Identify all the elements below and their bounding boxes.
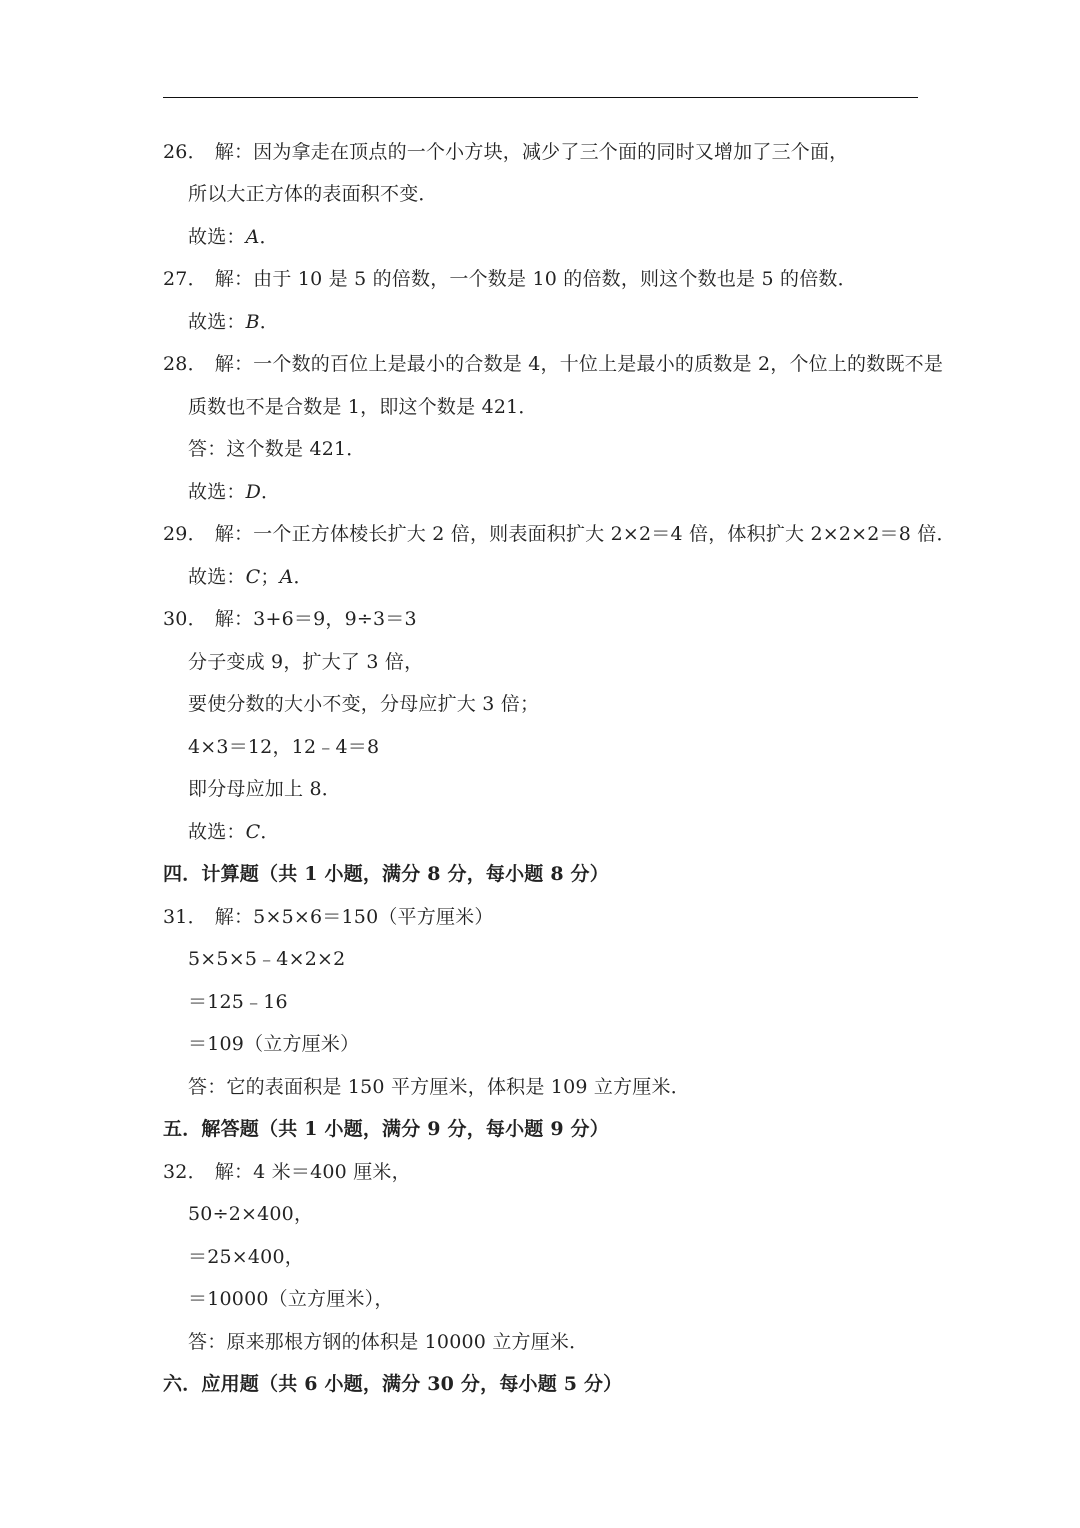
- answer-30-line-4: [188, 735, 379, 759]
- section-heading-5: [163, 1117, 609, 1141]
- punctuation: ．: [259, 226, 279, 248]
- answer-26-choice: [188, 225, 279, 249]
- answer-text: 解：因为拿走在顶点的一个小方块，减少了三个面的同时又增加了三个面，: [214, 141, 849, 163]
- answer-30-line-3: [188, 692, 539, 716]
- answer-28-line-3: [188, 437, 366, 461]
- question-number: 26．: [163, 141, 207, 163]
- header-rule: [163, 97, 918, 98]
- answer-text: 解：4 米＝400 厘米，: [214, 1161, 411, 1183]
- punctuation: ．: [261, 481, 281, 503]
- section-heading-6: [163, 1372, 622, 1396]
- answer-32-line-3: [188, 1245, 304, 1269]
- answer-30-choice: [188, 820, 280, 844]
- answer-text: 解：一个正方体棱长扩大 2 倍，则表面积扩大 2×2＝4 倍，体积扩大 2×2×2＝8 倍．: [214, 523, 956, 545]
- question-number: 28．: [163, 353, 207, 375]
- answer-30-line-2: [188, 650, 423, 674]
- answer-28-line-2: [188, 395, 538, 419]
- answer-30: [163, 607, 417, 631]
- answer-28: [163, 352, 943, 376]
- section-title: 五．解答题（共 1 小题，满分 9 分，每小题 9 分）: [163, 1118, 609, 1140]
- answer-text: 答：它的表面积是 150 平方厘米，体积是 109 立方厘米．: [188, 1076, 690, 1098]
- choice-letter: C: [245, 821, 261, 843]
- choice-letter: A: [279, 566, 294, 588]
- answer-text: 答：这个数是 421．: [188, 438, 366, 460]
- punctuation: ．: [260, 821, 280, 843]
- answer-text: ＝10000（立方厘米），: [188, 1288, 394, 1310]
- answer-text: 分子变成 9，扩大了 3 倍，: [188, 651, 424, 673]
- answer-text: 即分母应加上 8．: [188, 778, 341, 800]
- choice-letter: A: [245, 226, 260, 248]
- answer-29: [163, 522, 956, 546]
- choice-label: 故选：: [188, 566, 246, 588]
- answer-text: 解：5×5×6＝150（平方厘米）: [214, 906, 494, 928]
- choice-letter: C: [245, 566, 261, 588]
- answer-text: 所以大正方体的表面积不变．: [188, 183, 438, 205]
- section-heading-4: [163, 862, 609, 886]
- question-number: 31．: [163, 906, 207, 928]
- punctuation: ；: [260, 566, 280, 588]
- question-number: 29．: [163, 523, 207, 545]
- answer-32-line-4: [188, 1287, 394, 1311]
- choice-letter: B: [245, 311, 260, 333]
- answer-31-line-4: [188, 1032, 359, 1056]
- question-number: 27．: [163, 268, 207, 290]
- answer-26-line-2: [188, 182, 438, 206]
- answer-26: [163, 140, 848, 164]
- choice-letter: D: [245, 481, 262, 503]
- section-title: 四．计算题（共 1 小题，满分 8 分，每小题 8 分）: [163, 863, 609, 885]
- answer-31-line-2: [188, 947, 345, 971]
- answer-27-choice: [188, 310, 279, 334]
- choice-label: 故选：: [188, 481, 246, 503]
- answer-text: 答：原来那根方钢的体积是 10000 立方厘米．: [188, 1331, 589, 1353]
- choice-label: 故选：: [188, 821, 246, 843]
- answer-text: 解：3+6＝9，9÷3＝3: [214, 608, 417, 630]
- answer-text: ＝125﹣16: [188, 991, 288, 1013]
- choice-label: 故选：: [188, 226, 246, 248]
- answer-31: [163, 905, 494, 929]
- answer-text: 4×3＝12，12﹣4＝8: [188, 736, 380, 758]
- question-number: 32．: [163, 1161, 207, 1183]
- answer-28-choice: [188, 480, 280, 504]
- answer-text: 50÷2×400，: [188, 1203, 314, 1225]
- punctuation: ．: [293, 566, 313, 588]
- answer-27: [163, 267, 857, 291]
- answer-text: 质数也不是合数是 1，即这个数是 421．: [188, 396, 538, 418]
- choice-label: 故选：: [188, 311, 246, 333]
- section-title: 六．应用题（共 6 小题，满分 30 分，每小题 5 分）: [163, 1373, 623, 1395]
- punctuation: ．: [259, 311, 279, 333]
- answer-29-choice: [188, 565, 313, 589]
- answer-text: ＝109（立方厘米）: [188, 1033, 360, 1055]
- answer-text: 5×5×5﹣4×2×2: [188, 948, 346, 970]
- answer-text: ＝25×400，: [188, 1246, 304, 1268]
- answer-text: 解：由于 10 是 5 的倍数，一个数是 10 的倍数，则这个数也是 5 的倍数．: [214, 268, 857, 290]
- answer-30-line-5: [188, 777, 341, 801]
- answer-32: [163, 1160, 411, 1184]
- answer-31-line-3: [188, 990, 288, 1014]
- answer-32-line-2: [188, 1202, 313, 1226]
- answer-32-line-5: [188, 1330, 588, 1354]
- answer-text: 解：一个数的百位上是最小的合数是 4，十位上是最小的质数是 2，个位上的数既不是: [214, 353, 944, 375]
- answer-31-line-5: [188, 1075, 690, 1099]
- question-number: 30．: [163, 608, 207, 630]
- answer-text: 要使分数的大小不变，分母应扩大 3 倍；: [188, 693, 540, 715]
